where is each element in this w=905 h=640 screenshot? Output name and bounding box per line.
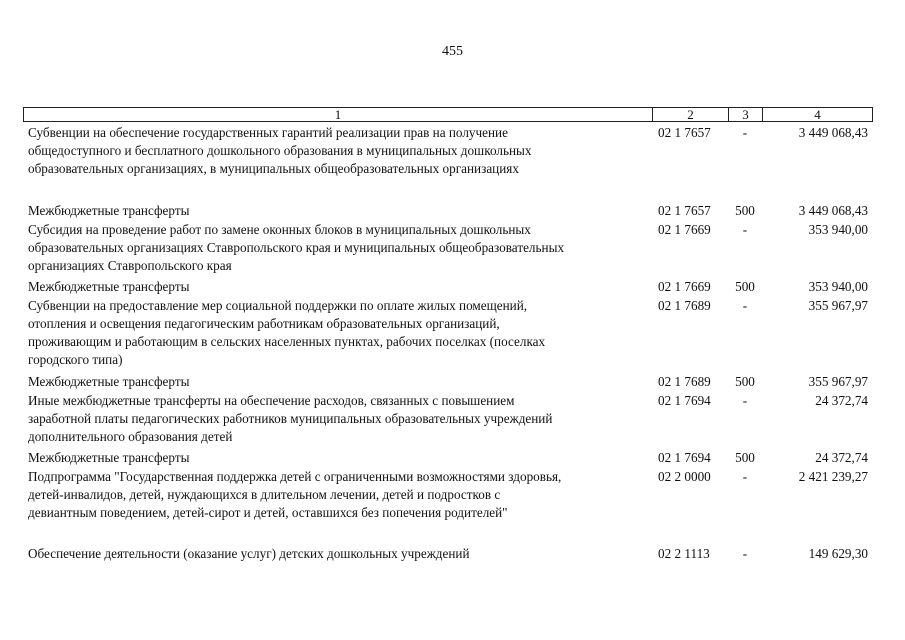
row-name: Обеспечение деятельности (оказание услуг) детских дошкольных учреждений: [28, 546, 470, 561]
row-type: 500: [735, 374, 755, 389]
row-amount: 355 967,97: [808, 298, 868, 313]
row-amount: 355 967,97: [808, 374, 868, 389]
row-name: Подпрограмма "Государственная поддержка детей с ограниченными возможностями здоровья, детей-инвалидов, детей, нуждающихся в длительном лечении, детей и подростков с девиантным поведением, детей-сирот и детей, оставшихся без попечения родителей": [28, 469, 562, 520]
row-code: 02 1 7657: [658, 203, 711, 218]
row-name: Иные межбюджетные трансферты на обеспечение расходов, связанных с повышением заработной платы педагогических работников муниципальных образовательных учреждений дополнительного образования детей: [28, 393, 553, 444]
row-code: 02 1 7689: [658, 298, 711, 313]
row-type: -: [742, 298, 748, 313]
row-code: 02 2 0000: [658, 469, 711, 484]
row-type: 500: [735, 279, 755, 294]
header-col-2: 2: [687, 107, 694, 122]
row-type: 500: [735, 450, 755, 465]
row-name: Межбюджетные трансферты: [28, 450, 190, 465]
row-code: 02 1 7669: [658, 279, 711, 294]
row-name: Межбюджетные трансферты: [28, 279, 190, 294]
row-type: 500: [735, 203, 755, 218]
row-name: Межбюджетные трансферты: [28, 374, 190, 389]
row-type: -: [742, 222, 748, 237]
row-code: 02 1 7689: [658, 374, 711, 389]
row-type: -: [742, 546, 748, 561]
row-name: Субвенции на предоставление мер социальной поддержки по оплате жилых помещений, отопления и освещения педагогическим работникам образовательных организаций, проживающим и работающим в сельских населенных пунктах, рабочих поселках (поселках городского типа): [28, 298, 546, 367]
row-amount: 353 940,00: [808, 279, 868, 294]
row-type: -: [742, 125, 748, 140]
row-amount: 3 449 068,43: [798, 203, 868, 218]
row-code: 02 1 7669: [658, 222, 711, 237]
row-amount: 24 372,74: [815, 450, 868, 465]
row-type: -: [742, 393, 748, 408]
row-amount: 149 629,30: [808, 546, 868, 561]
row-name: Межбюджетные трансферты: [28, 203, 190, 218]
row-code: 02 1 7657: [658, 125, 711, 140]
row-code: 02 2 1113: [658, 546, 710, 561]
row-name: Субсидия на проведение работ по замене оконных блоков в муниципальных дошкольных образовательных организациях Ставропольского края и муниципальных общеобразовательных организациях Ставропольского края: [28, 222, 565, 273]
row-amount: 3 449 068,43: [798, 125, 868, 140]
page-number: 455: [442, 44, 463, 59]
row-code: 02 1 7694: [658, 450, 711, 465]
row-code: 02 1 7694: [658, 393, 711, 408]
header-col-4: 4: [814, 107, 821, 122]
row-type: -: [742, 469, 748, 484]
row-name: Субвенции на обеспечение государственных гарантий реализации прав на получение общедоступного и бесплатного дошкольного образования в муниципальных дошкольных образовательных организациях, в муниципальных общеобразовательных организациях: [28, 125, 532, 176]
row-amount: 24 372,74: [815, 393, 868, 408]
header-col-3: 3: [742, 107, 749, 122]
row-amount: 2 421 239,27: [798, 469, 868, 484]
row-amount: 353 940,00: [808, 222, 868, 237]
header-col-1: 1: [334, 107, 342, 122]
